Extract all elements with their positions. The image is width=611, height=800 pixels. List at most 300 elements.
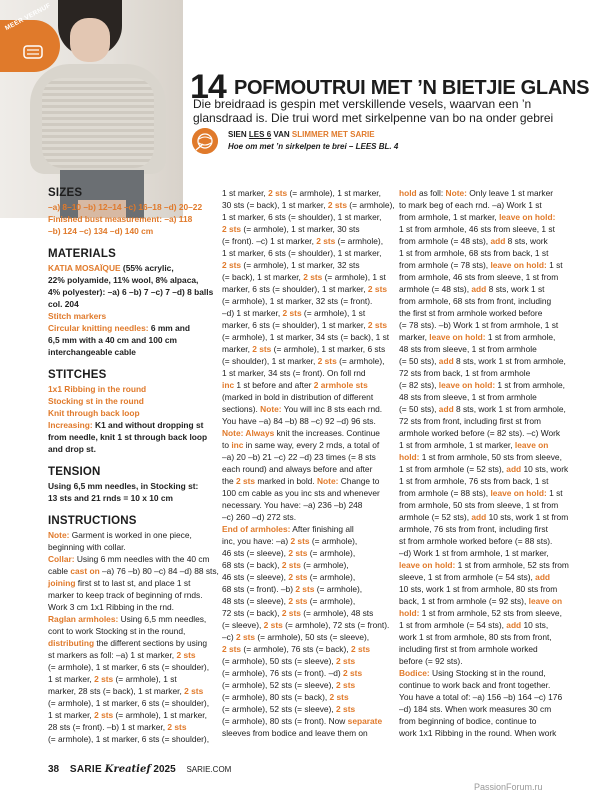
text-line xyxy=(48,709,208,721)
text-line xyxy=(222,535,390,547)
text-run: leave on hold: xyxy=(429,332,486,342)
text-line xyxy=(222,223,390,235)
text-line xyxy=(399,415,571,427)
text-line xyxy=(222,715,390,727)
text-line xyxy=(48,274,208,286)
text-line xyxy=(399,667,571,679)
text-run: add xyxy=(471,512,487,522)
text-run: 1 st marker, 6 sts (= shoulder), 1 st marker, xyxy=(222,248,382,258)
text-line xyxy=(222,295,390,307)
text-run: –c) xyxy=(222,632,236,642)
text-line xyxy=(48,346,208,358)
text-run: –a) 8–10 –b) 12–14 –c) 16–18 –d) 20–22 xyxy=(48,202,203,212)
text-line xyxy=(48,649,208,661)
text-line xyxy=(222,307,390,319)
text-run: 1 st before and after xyxy=(234,380,314,390)
text-line xyxy=(222,343,390,355)
text-run: 2 sts xyxy=(282,308,302,318)
yarn-ball-icon xyxy=(192,128,218,154)
text-run: 2 sts xyxy=(317,356,337,366)
text-line xyxy=(222,451,390,463)
text-run: SIZES xyxy=(48,187,83,199)
pattern-title: POFMOUTRUI MET ’N BIETJIE GLANS xyxy=(234,77,590,99)
lesson-prefix: SIEN xyxy=(228,130,249,139)
text-line xyxy=(48,721,208,733)
text-line xyxy=(48,407,208,419)
badge-label: MEER VERNUF xyxy=(4,2,52,33)
text-line xyxy=(48,201,208,213)
text-run: (= armhole), 1 st marker, xyxy=(113,710,207,720)
text-run: marker, 6 sts (= shoulder), 1 st marker, xyxy=(222,320,368,330)
text-run: cast on xyxy=(70,566,100,576)
text-run: as foll: xyxy=(416,188,446,198)
text-run: Work 3 cm 1x1 Ribbing in the rnd. xyxy=(48,602,174,612)
text-run: (= armhole), xyxy=(346,200,395,210)
text-line xyxy=(399,559,571,571)
text-line xyxy=(222,319,390,331)
text-run: the xyxy=(222,476,236,486)
text-run: (= sleeve), xyxy=(222,620,264,630)
text-run: from armhole, 1 st marker, xyxy=(399,212,500,222)
magazine-site: SARIE.COM xyxy=(186,765,232,774)
text-run: 1x1 Ribbing in the round xyxy=(48,384,147,394)
text-run: (= armhole), 72 sts (= front). xyxy=(282,620,390,630)
text-line xyxy=(222,571,390,583)
text-run: 2 sts xyxy=(303,272,323,282)
text-run: 48 sts (= sleeve), xyxy=(222,596,289,606)
text-run: (= shoulder), 1 st marker, xyxy=(222,356,318,366)
text-run: 28 sts (= front). –b) 1 st marker, xyxy=(48,722,168,732)
text-run: from armhole (= 48 sts), xyxy=(399,236,491,246)
text-run: from armhole (= 78 sts), xyxy=(399,260,491,270)
text-line xyxy=(222,259,390,271)
section-gap xyxy=(48,358,208,369)
lesson-line xyxy=(228,130,375,139)
text-run: (= armhole), 1 st marker, 6 sts (= shoulder), xyxy=(48,662,210,672)
text-run: add xyxy=(490,236,506,246)
text-run: 10 sts, work 1 st from xyxy=(486,512,569,522)
text-line xyxy=(48,577,208,589)
text-run: 1 st marker, 34 sts (= front). On foll rnd xyxy=(222,368,366,378)
text-line xyxy=(399,727,571,739)
text-line xyxy=(48,697,208,709)
text-run: 2 sts xyxy=(316,236,336,246)
text-run: 68 sts (= back), xyxy=(222,560,282,570)
text-run: marker to keep track of beginning of rnds. xyxy=(48,590,203,600)
text-line xyxy=(399,391,571,403)
text-run: 2 armhole sts xyxy=(313,380,368,390)
text-line xyxy=(222,703,390,715)
text-line xyxy=(222,487,390,499)
pattern-number: 14 xyxy=(190,68,226,106)
text-run: leave on xyxy=(514,440,549,450)
text-line xyxy=(222,331,390,343)
text-run: After finishing all xyxy=(290,524,354,534)
text-run: 2 sts xyxy=(329,692,349,702)
text-line xyxy=(222,475,390,487)
text-run: leave on hold: xyxy=(490,260,547,270)
text-line xyxy=(48,492,208,504)
magazine-name: SARIE xyxy=(69,764,102,775)
text-line xyxy=(48,480,208,492)
text-line xyxy=(48,431,208,443)
text-line xyxy=(399,715,571,727)
text-run: 1 st from armhole, 76 sts from back, 1 st xyxy=(399,476,549,486)
watermark: PassionForum.ru xyxy=(474,782,543,792)
text-line xyxy=(399,655,571,667)
text-line xyxy=(48,298,208,310)
text-run: (= armhole), 1 st xyxy=(301,308,366,318)
text-run: 2 sts xyxy=(290,536,310,546)
text-run: (= armhole), 1 st marker, 32 sts (= front). xyxy=(222,296,373,306)
text-line xyxy=(399,535,571,547)
text-line xyxy=(399,307,571,319)
text-run: inc xyxy=(222,380,235,390)
text-line xyxy=(222,691,390,703)
text-run: 2 sts xyxy=(252,344,272,354)
text-run: You have a total of: –a) 156 –b) 164 –c) 176 xyxy=(399,692,563,702)
text-run: Note: xyxy=(260,404,282,414)
text-run: 2 sts xyxy=(343,668,363,678)
magazine-year: 2025 xyxy=(153,764,176,775)
text-run: 46 sts (= sleeve), xyxy=(222,572,289,582)
text-line xyxy=(399,223,571,235)
text-run: –d) Work 1 st from armhole, 1 st marker, xyxy=(399,548,549,558)
text-run: 2 sts xyxy=(336,680,356,690)
text-run: 72 sts from front, including first st from xyxy=(399,416,541,426)
text-line xyxy=(222,631,390,643)
text-run: including first st from armhole worked xyxy=(399,644,538,654)
text-run: 2 sts xyxy=(336,656,356,666)
text-line xyxy=(222,499,390,511)
text-run: K1 and without dropping st xyxy=(92,420,204,430)
text-run: sleeve, 1 st from armhole (= 54 sts), xyxy=(399,572,536,582)
text-run: 8 sts, work xyxy=(505,236,548,246)
lesson-series: SLIMMER MET SARIE xyxy=(291,130,375,139)
text-line xyxy=(222,199,395,211)
text-run: (= armhole), 1 st marker, 34 sts (= back), 1 st xyxy=(222,332,390,342)
text-run: (= armhole), xyxy=(335,236,384,246)
text-line xyxy=(48,225,208,237)
text-run: continue to work back and front together. xyxy=(399,680,551,690)
section-heading xyxy=(48,369,208,381)
text-line xyxy=(222,271,390,283)
text-run: 1 st marker, xyxy=(48,710,95,720)
text-run: 2 sts xyxy=(268,188,288,198)
text-run: (marked in bold in distribution of different xyxy=(222,392,374,402)
text-run: hold: xyxy=(399,608,420,618)
text-run: armhole worked before (= 82 sts). –c) Work xyxy=(399,428,561,438)
text-line xyxy=(48,589,208,601)
text-run: and drop st. xyxy=(48,444,96,454)
column-1 xyxy=(48,187,219,745)
text-run: inc, you have: –a) xyxy=(222,536,291,546)
text-run: 1 st from armhole, xyxy=(485,332,556,342)
text-run: Collar: xyxy=(48,554,75,564)
text-line xyxy=(399,427,571,439)
text-run: You have –a) 84 –b) 88 –c) 92 –d) 96 sts. xyxy=(222,416,376,426)
text-run: (= armhole), 50 sts (= sleeve), xyxy=(222,656,337,666)
text-line xyxy=(399,511,571,523)
text-run: 1 st from armhole, 1 st marker, xyxy=(399,440,515,450)
text-line xyxy=(222,607,390,619)
text-run: (= 82 sts), xyxy=(399,380,439,390)
text-run: joining xyxy=(48,578,76,588)
lesson-mid: VAN xyxy=(271,130,292,139)
text-line xyxy=(222,463,390,475)
text-run: 10 sts, work 1 st from armhole, 80 sts from xyxy=(399,584,558,594)
text-run: 2 sts xyxy=(222,644,242,654)
text-run: 1 st marker, xyxy=(222,188,269,198)
text-run: 1 st from armhole (= 54 sts), xyxy=(399,620,507,630)
text-run: marker, 6 sts (= shoulder), 1 st marker, xyxy=(222,284,368,294)
text-run: (= armhole), 80 sts (= front). Now xyxy=(222,716,348,726)
text-run: 2 sts xyxy=(176,650,196,660)
text-line xyxy=(399,691,571,703)
text-run: 1 st from armhole, 46 sts from sleeve, 1 st xyxy=(399,224,555,234)
text-run: the different sections by using xyxy=(94,638,208,648)
section-heading xyxy=(48,466,208,478)
text-run: 8 sts, work 1 st from armhole, xyxy=(453,356,566,366)
text-run: KATIA MOSAÏQUE xyxy=(48,263,121,273)
text-run: (= armhole), 1 st marker, 6 sts xyxy=(271,344,386,354)
text-line xyxy=(222,283,390,295)
text-line xyxy=(399,499,571,511)
text-line xyxy=(222,415,390,427)
text-run: Garment is worked in one piece, xyxy=(69,530,192,540)
text-line xyxy=(222,187,390,199)
text-run: 2 sts xyxy=(222,224,242,234)
text-line xyxy=(399,703,571,715)
text-run: (= armhole), 1 st xyxy=(113,674,177,684)
text-run: 2 sts xyxy=(94,674,114,684)
text-run: (= armhole), xyxy=(307,548,356,558)
text-run: Using 6,5 mm needles, xyxy=(118,614,207,624)
text-line xyxy=(48,685,208,697)
column-2 xyxy=(222,187,395,739)
text-run: leave on hold: xyxy=(438,380,496,390)
text-line xyxy=(48,565,219,577)
text-run: 2 sts xyxy=(288,548,308,558)
text-line xyxy=(399,571,571,583)
text-run: 1 st xyxy=(546,488,563,498)
text-run: (= armhole), xyxy=(307,596,356,606)
text-run: 2 sts xyxy=(235,632,256,642)
text-line xyxy=(399,403,571,415)
text-line xyxy=(48,310,208,322)
text-run: from armhole, 50 sts from sleeve, 1 st from xyxy=(399,500,559,510)
text-run: 68 sts (= front). –b) xyxy=(222,584,296,594)
text-line xyxy=(399,247,571,259)
text-run: to mark beg of each rnd. –a) Work 1 st xyxy=(399,200,542,210)
knitting-needles-icon xyxy=(22,42,44,62)
text-line xyxy=(222,427,390,439)
text-run: leave on hold: xyxy=(490,488,547,498)
text-run: add xyxy=(506,620,522,630)
text-run: (= armhole), 1 st xyxy=(322,272,386,282)
text-line xyxy=(48,661,208,673)
magazine-subname: Kreatief xyxy=(104,764,151,775)
text-run: work 1 st from armhole, 80 sts from front, xyxy=(399,632,552,642)
text-run: marker, xyxy=(222,344,253,354)
text-run: from armhole (= 88 sts), xyxy=(399,488,491,498)
text-run: (= armhole), 52 sts (= sleeve), xyxy=(222,680,337,690)
text-run: 2 sts xyxy=(350,644,371,654)
text-run: (= 50 sts), xyxy=(399,356,439,366)
text-run: armhole (= 52 sts), xyxy=(399,512,472,522)
text-run: marker, xyxy=(399,332,430,342)
text-line xyxy=(48,443,208,455)
meer-vernuf-badge xyxy=(0,2,60,72)
text-run: Only leave 1 st marker xyxy=(466,188,554,198)
text-run: 2 sts xyxy=(295,584,315,594)
page-number: 38 xyxy=(48,764,60,775)
text-run: 2 sts xyxy=(235,476,256,486)
text-run: Stocking st in the round xyxy=(48,396,144,406)
text-run: 4% polyester): –a) 6 –b) 7 –c) 7 –d) 8 balls xyxy=(48,287,214,297)
text-run: st markers as foll: –a) 1 st marker, xyxy=(48,650,177,660)
text-run: necessary. You have: –a) 236 –b) 248 xyxy=(222,500,363,510)
text-line xyxy=(399,463,571,475)
text-run: (= back), 1 st marker, xyxy=(222,272,304,282)
text-line xyxy=(222,655,390,667)
text-run: Using Stocking st in the round, xyxy=(429,668,546,678)
text-line xyxy=(399,295,571,307)
text-run: st from armhole worked before (= 88 sts). xyxy=(399,536,553,546)
text-line xyxy=(222,379,390,391)
text-run: End of armholes: xyxy=(222,524,291,534)
text-run: –a) 20 –b) 21 –c) 22 –d) 23 times (= 8 sts xyxy=(222,452,376,462)
text-run: first st to last st, and place 1 st xyxy=(75,578,191,588)
page-footer xyxy=(48,764,231,775)
text-line xyxy=(399,271,571,283)
text-run: sections). xyxy=(222,404,261,414)
pattern-description: Die breidraad is gespin met verskillende vesels, waarvan een ’n glansdraad is. Die trui word met sirkelpenne van bo na onder gebrei xyxy=(193,97,554,125)
text-run: separate xyxy=(347,716,383,726)
text-line xyxy=(48,541,208,553)
text-line xyxy=(222,367,390,379)
text-run: col. 204 xyxy=(48,299,79,309)
text-line xyxy=(222,235,390,247)
text-run: (= armhole), xyxy=(336,356,385,366)
text-line xyxy=(48,673,208,685)
text-line xyxy=(48,322,208,334)
text-run: 13 sts and 21 rnds = 10 x 10 cm xyxy=(48,493,173,503)
text-run: leave on hold: xyxy=(399,560,456,570)
text-run: 1 st from armhole, 50 sts from sleeve, xyxy=(419,452,562,462)
text-run: 2 sts xyxy=(367,320,388,330)
text-line xyxy=(399,475,571,487)
lesson-number: LES 6 xyxy=(248,130,272,139)
text-line xyxy=(222,247,390,259)
text-run: marker, 28 sts (= back), 1 st marker, xyxy=(48,686,185,696)
text-line xyxy=(399,211,571,223)
section-gap xyxy=(48,237,208,248)
text-run: add xyxy=(438,404,454,414)
text-run: 1 st marker, 6 sts (= shoulder), 1 st marker, xyxy=(222,212,382,222)
text-run: Finished bust measurement: –a) 118 xyxy=(48,214,193,224)
text-run: from needle, knit 1 st through back loop xyxy=(48,432,208,442)
text-run: 1 st from armhole, xyxy=(495,380,565,390)
text-run: –d) 1 st marker, xyxy=(222,308,283,318)
text-run: Circular knitting needles: xyxy=(48,323,149,333)
text-line xyxy=(399,355,571,367)
text-line xyxy=(399,379,571,391)
section-gap xyxy=(48,504,208,515)
text-run: (= armhole), 76 sts (= back), xyxy=(241,644,351,654)
text-line xyxy=(48,262,208,274)
text-line xyxy=(399,451,571,463)
text-line xyxy=(399,607,571,619)
text-line xyxy=(48,625,208,637)
text-line xyxy=(222,439,390,451)
text-run: Using 6,5 mm needles, in Stocking st: xyxy=(48,481,199,491)
text-run: add xyxy=(471,284,487,294)
text-run: TENSION xyxy=(48,466,101,478)
text-line xyxy=(48,395,208,407)
text-run: 48 sts from sleeve, 1 st from armhole xyxy=(399,344,537,354)
text-run: (= armhole), xyxy=(314,584,363,594)
text-line xyxy=(222,619,390,631)
text-run: (= armhole), 76 sts (= front). –d) xyxy=(222,668,344,678)
text-line xyxy=(399,367,571,379)
text-line xyxy=(48,553,208,565)
text-run: in same way, every 2 rnds, a total of xyxy=(243,440,380,450)
text-run: 8 sts, work 1 st xyxy=(486,284,545,294)
text-run: 2 sts xyxy=(281,608,301,618)
section-heading xyxy=(48,187,208,199)
text-line xyxy=(222,667,390,679)
text-run: hold: xyxy=(399,452,420,462)
text-run: 2 sts xyxy=(327,200,347,210)
text-line xyxy=(399,187,571,199)
text-run: INSTRUCTIONS xyxy=(48,515,137,527)
text-line xyxy=(399,487,571,499)
text-run: cable xyxy=(48,566,71,576)
text-run: 1 st from armhole, 68 sts from back, 1 st xyxy=(399,248,549,258)
text-line xyxy=(222,559,390,571)
text-run: (= armhole), 48 sts xyxy=(300,608,374,618)
text-line xyxy=(48,601,208,613)
text-run: hold xyxy=(399,188,417,198)
text-line xyxy=(222,523,390,535)
text-run: 2 sts xyxy=(288,572,308,582)
text-line xyxy=(48,383,208,395)
text-run: before (= 92 sts). xyxy=(399,656,463,666)
text-run: (= armhole), xyxy=(309,536,358,546)
text-run: Using 6 mm needles with the 40 cm xyxy=(74,554,210,564)
text-run: armhole, 76 sts from front, including first xyxy=(399,524,548,534)
text-run: armhole (= 48 sts), xyxy=(399,284,472,294)
text-run: 2 sts xyxy=(222,260,242,270)
text-run: to xyxy=(222,440,232,450)
text-run: 10 sts, work xyxy=(521,464,569,474)
text-line xyxy=(399,235,571,247)
text-line xyxy=(399,631,571,643)
section-gap xyxy=(48,455,208,466)
text-run: sleeves from bodice and leave them on xyxy=(222,728,368,738)
text-run: Knit through back loop xyxy=(48,408,140,418)
text-line xyxy=(399,259,571,271)
text-run: leave on hold: xyxy=(499,212,556,222)
lesson-reference xyxy=(192,128,492,154)
text-run: knit the increases. Continue xyxy=(274,428,380,438)
text-run: cont to work Stocking st in the round, xyxy=(48,626,186,636)
text-line xyxy=(222,727,390,739)
text-run: each round) and always before and after xyxy=(222,464,373,474)
text-run: 48 sts from sleeve, 1 st from armhole xyxy=(399,392,537,402)
text-run: 1 st marker, xyxy=(48,674,95,684)
